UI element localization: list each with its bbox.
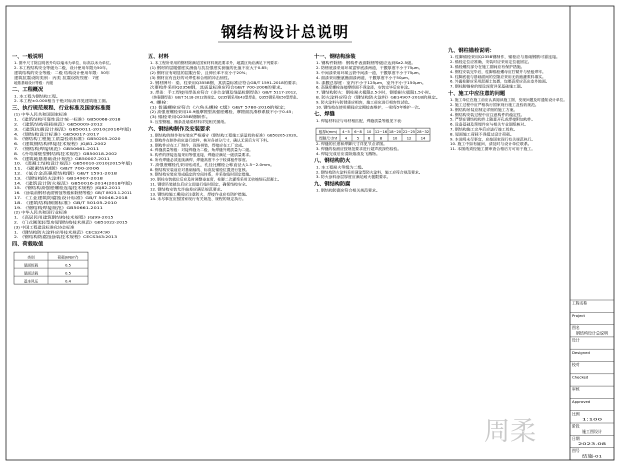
table-header-cell: 4~5 [342, 130, 350, 134]
body-text-line: 11. 本图纸须经施工图审查合格后方可用于施工。 [450, 147, 529, 152]
table-cell: 10 [392, 136, 398, 141]
body-text-line: 4. 焊缝质量等级：对接焊缝为二级，角焊缝外观质量为二级。 [150, 148, 249, 153]
table-cell: 6 [367, 136, 371, 141]
title-block-label: 审核 [572, 386, 580, 392]
body-text-line: (3) 锚栓采用Q235B钢制作。 [150, 115, 198, 120]
body-text-line: 2. 焊缝的长度和焊脚尺寸详见节点详图。 [316, 142, 382, 147]
table-header-cell: 类别 [27, 255, 35, 260]
title-block-label: 比例 [572, 411, 580, 417]
body-text-line: 1. 本工程耐火等级为二级。 [316, 165, 361, 170]
body-text-line: (2) 中华人民共和国行业标准 [14, 210, 60, 215]
title-block-label: Project [572, 312, 585, 318]
body-text-line: 19. 《钢结构焊接规范》GB50661-2011 [14, 205, 81, 210]
table-header-cell: 28~32 [416, 130, 430, 134]
body-text-line: 5. 构件的拼接连接采用等强连接，焊缝应满足一级质量要求。 [150, 153, 249, 158]
body-text-line: 8. 《冷弯薄壁型钢结构技术规范》GB50018-2002 [14, 151, 97, 156]
watermark-text: 周柔 [483, 417, 537, 447]
section-heading: 六、钢结构制作及安装要求 [148, 126, 211, 133]
body-text-line: 7. 钢结构施工完毕后应进行竣工验收。 [450, 127, 513, 132]
section-heading: 五、材料 [148, 54, 169, 60]
title-block-value: 钢结构设计总说明 [576, 330, 609, 336]
body-text-line: 12. 钢结构安装允许偏差应满足规范要求。 [150, 187, 218, 192]
title-block-label: 工程名称 [572, 300, 588, 306]
body-text-line: 9. 本说明未尽事宜，应按国家现行有关规范执行。 [450, 137, 531, 142]
table-cell: 屋面活载 [23, 271, 39, 276]
table-header-cell: 22~25 [402, 130, 416, 134]
title-block-value: 2023.08 [578, 441, 608, 447]
title-block-value: 1:100 [582, 416, 604, 422]
body-text-line: 13. 钢结构施工期间应注意防火，焊接作业应有防护措施。 [150, 192, 244, 197]
body-text-line: 1. 钢结构的制作和安装应严格遵守《钢结构工程施工质量验收标准》GB50205-2020。 [150, 133, 290, 138]
body-text-line: 4. 焊接完成后应清除熔渣及飞溅物。 [316, 151, 375, 156]
body-text-line: 6. 《建筑钢结构焊接技术规程》JGJ81-2002 [14, 142, 86, 147]
body-text-line: 1. 本工程为钢结构工程。 [14, 94, 55, 99]
body-text-line: 1. 施工单位在施工前应认真阅读施工图，发现问题及时通知设计单位。 [450, 98, 563, 103]
table-cell: 屋面恒载 [23, 263, 39, 268]
body-text-line: 2. 钢构件在制作前应进行放样，核对各部分尺寸，确认无误后方可下料。 [150, 138, 266, 143]
table-header-cell: 6~8 [354, 130, 362, 134]
table-header-cell: 18~20 [388, 130, 402, 134]
table-header-cell: 板厚t(mm) [318, 130, 338, 134]
body-text-line: 1. 柱脚锚栓采用Q235B钢制作，锚栓应与基础钢筋可靠连接。 [450, 55, 550, 60]
body-text-line: 14. 《建筑设计防火规范》GB50016-2014(2018年版) [14, 181, 104, 186]
body-text-line: 5. 严禁在钢结构构件上随意开孔或焊接附加构件。 [450, 117, 531, 122]
body-text-line: 9. 防火涂料与防锈漆应相容，施工前应进行相容性试验。 [316, 100, 407, 105]
body-text-line: 地基基础设计等级：丙级 [14, 80, 54, 85]
body-text-line: 18. 《建筑结构制图标准》GB/T 50105-2010 [14, 200, 89, 205]
body-text-line: 2. 《门式刚架轻型房屋钢结构技术规范》GB51022-2015 [14, 220, 107, 225]
body-text-line: 4. 面漆采用聚氨酯面漆两道，干膜厚度不小于50μm。 [316, 75, 403, 80]
title-block-label: 设计 [572, 337, 580, 343]
body-text-line: 4. 《钢结构设计标准》GB50017-2017 [14, 132, 79, 137]
section-heading: 九、钢结构防腐 [314, 181, 351, 188]
section-heading: 七、焊缝 [314, 111, 335, 118]
body-text-line: (2) 钢材应有明显的屈服台阶，且伸长率不应小于20%； [150, 71, 240, 75]
table-cell: 0.4 [65, 279, 71, 284]
table-cell: 8 [379, 136, 383, 141]
body-text-line: 4. 钢柱安装完毕后，柱脚锚栓螺母应拧紧并与垫板焊牢。 [450, 69, 541, 74]
section-heading: 十一、钢结构涂装 [314, 54, 356, 60]
sheet-title: 钢结构设计总说明 [220, 23, 350, 41]
body-text-line: 1. 图中尺寸除注明者外均以毫米为单位，标高以米为单位。 [14, 61, 109, 66]
body-text-line: 4. 螺栓： [150, 100, 166, 105]
body-text-line: (1) 中华人民共和国国家标准 [14, 112, 60, 117]
body-text-line: 15. 《钢结构高强度螺栓连接技术规程》JGJ82-2011 [14, 186, 99, 191]
body-text-line: 10. 钢柱安装就位后应及时调整垂直度，柱脚二次灌浆采用无收缩细石混凝土。 [150, 177, 276, 182]
title-block-label: 图名 [572, 325, 580, 331]
body-text-line: 11. 钢梁吊装就位后应立即进行临时固定，确保结构安全。 [150, 182, 244, 187]
body-text-line: 1. 钢构件除锈：钢构件表面除锈等级应达到Sa2.5级。 [316, 61, 403, 66]
body-text-line: 1. 钢结构防腐应符合相关规范要求。 [316, 188, 375, 193]
body-text-line: 2. 防锈底漆采用环氧富锌底漆两道，干膜厚度不小于75μm。 [316, 66, 414, 71]
body-text-line: 2. 《建筑结构荷载规范》GB50009-2012 [14, 122, 82, 127]
table-cell: 0.5 [65, 263, 71, 268]
body-text-line: 2. 锚栓定位应准确，安装时应采用定位板固定。 [450, 60, 527, 65]
body-text-line: 5. 压型钢板、檩条及墙梁材料详见相关图纸。 [150, 120, 223, 124]
title-block-label: 日期 [572, 435, 580, 441]
body-text-line: 4. 钢结构安装过程中应注意构件的稳定性。 [450, 112, 520, 117]
section-heading: 八、钢结构防火 [314, 158, 351, 165]
body-text-line: 3. 焊条：手工焊接用焊条应符合《非合金钢及细晶粒钢焊条》GB/T 5117-2012， [150, 90, 281, 95]
table-header-cell: 12~16 [374, 130, 388, 134]
body-text-line: 7. 高强度螺栓孔采用钻成孔，孔径比螺栓公称直径大1.5~2.0mm。 [150, 162, 259, 167]
title-block-label: 图号 [572, 448, 580, 454]
body-text-line: 6. 所有焊缝必须连续满焊，焊缝高度不小于较薄板件厚度。 [150, 158, 245, 162]
section-heading: 一、一般说明 [12, 54, 44, 60]
body-text-line: 6. 设备基础及预埋件应与相关专业图纸核对。 [450, 122, 523, 127]
body-text-line: 14. 未尽事宜应按国家现行有关规范、规程的规定执行。 [150, 197, 240, 202]
section-heading: 九、钢柱锚栓说明： [448, 48, 495, 54]
section-heading: 四、荷载取值 [12, 241, 44, 248]
body-text-line: (1) 普通螺栓应符合《六角头螺栓 C级》GB/T 5780-2016的规定； [150, 105, 258, 110]
title-block-label: 阶段 [572, 423, 580, 429]
table-cell: 14 [420, 136, 426, 141]
body-text-line: 5. 柱脚底板与基础面间的空隙应采用无收缩灌浆料填实。 [450, 74, 541, 79]
body-text-line: 建筑结构的安全等级：二级 结构设计使用年限：50年 [14, 71, 99, 75]
section-heading: 十、施工中应注意的问题 [448, 90, 506, 97]
body-text-line: 2. 钢材牌号：梁、柱采用Q355B钢，其质量标准应符合GB/T 1591-2018的要求； [150, 80, 283, 85]
body-text-line: (3) 钢材应有良好的可焊性和合格的冲击韧性。 [150, 75, 225, 80]
body-text-line: 6. 外露柱脚应采用混凝土包裹，包裹高度应高出室外地面。 [450, 79, 545, 84]
body-text-line: 1. 焊接材料应与母材相匹配，焊缝质量等级见下表： [316, 118, 400, 123]
body-text-line: 10. 《混凝土结构设计规范》GB50010-2010(2015年版) [14, 161, 107, 166]
table-header-cell: 10 [366, 130, 372, 134]
body-text-line: (2) 高强度螺栓采用10.9级摩擦型高强度螺栓，摩擦面抗滑移系数不小于0.45； [150, 110, 277, 115]
section-heading: 三、执行规范规程、行业标准及国家标准图 [12, 105, 111, 112]
body-text-line: 2. 本工程±0.000相当于绝对标高详见建筑施工图。 [14, 99, 97, 104]
section-heading: 二、工程概况 [12, 87, 44, 94]
body-text-line: 1. 本工程所采用的钢材除满足国家材料规范要求外，地震区尚应满足下列要求： [150, 61, 277, 66]
body-text-line: 1. 《建筑结构可靠性设计统一标准》GB50068-2018 [14, 117, 100, 122]
body-text-line: 9. 钢结构安装应形成稳定的空间体系，并采取临时固定措施。 [150, 172, 249, 177]
table-cell: 0.5 [65, 271, 71, 276]
body-text-line: 12. 《低合金高强度结构钢》GB/T 1591-2018 [14, 171, 90, 176]
body-text-line: 3. 《建筑抗震设计规范》GB50011-2010(2016年版) [14, 127, 101, 132]
body-text-line: 5. 《钢结构工程施工质量验收标准》GB50205-2020 [14, 137, 100, 142]
title-block-value: 结施-01 [582, 453, 603, 459]
table-cell: 焊脚尺寸hf [319, 136, 337, 141]
body-text-line: (1) 钢材的屈服强度实测值与抗拉强度实测值的比值不应大于0.85； [150, 66, 258, 71]
body-text-line: 7. 钢结构防火：钢柱耐火极限2.5小时，钢梁耐火极限1.5小时。 [316, 90, 419, 95]
body-text-line: 2. 《钢结构防腐蚀涂装技术规程》CECS343:2013 [14, 235, 96, 240]
body-text-line: 7. 钢柱脚锚栓的埋设深度详见基础施工图。 [450, 84, 520, 89]
body-text-line: (3) 中国工程建设标准化协会标准 [14, 225, 67, 230]
table-cell: 5 [356, 136, 360, 141]
title-block-label: Approved [572, 399, 591, 404]
body-text-line: 8. 钢结构安装前应对基础轴线、标高及锚栓位置进行复核。 [150, 167, 245, 172]
body-text-line: 3. 防火涂料涂层厚度应满足耐火极限要求。 [316, 175, 386, 180]
body-text-line: 2. 钢结构防火涂料采用薄涂型防火涂料，施工应符合规范要求。 [316, 170, 418, 175]
body-text-line: 6. 高强度螺栓连接摩擦面不得涂漆，安装完毕后应补涂。 [316, 85, 407, 90]
body-text-line: 10. 钢结构在使用期间应定期检查维护，一般每5年维护一次。 [316, 105, 415, 110]
body-text-line: 1. 《钢结构防火涂料应用技术规范》CECS24:90 [14, 230, 93, 235]
table-cell: 12 [406, 136, 412, 141]
body-text-line: 8. 屋面施工荷载不得超过设计荷载。 [450, 132, 509, 137]
table-cell: 基本风压 [23, 279, 39, 284]
body-text-line: 8. 防火涂料应符合《钢结构防火涂料》GB14907-2018的规定。 [316, 95, 420, 100]
table-header-cell: 荷载(kN/m²) [57, 255, 79, 260]
body-text-line: 3. 焊缝的检测应按规范要求进行超声波探伤检验。 [316, 147, 397, 151]
title-block-label: 校对 [572, 362, 580, 368]
body-text-line: 《热强钢焊条》GB/T 5118-2012的规定。Q235钢采用E43型焊条，Q355钢采用E50型焊条。 [150, 95, 303, 100]
body-text-line: 7. 《钢结构焊接规范》GB50661-2011 [14, 147, 79, 151]
body-text-line: 9. 《建筑地基基础设计规范》GB50007-2011 [14, 156, 89, 161]
table-cell: 4 [344, 136, 348, 141]
body-text-line: 1. 《高层民用建筑钢结构技术规程》JGJ99-2015 [14, 215, 93, 220]
body-text-line: 2. 本工程结构安全等级为二级，设计使用年限为50年。 [14, 66, 103, 71]
body-text-line: 3. 钢构件应在工厂制作，现场拼装，焊接应在工厂完成。 [150, 143, 241, 148]
body-text-line: 10. 施工中如有疑问，请及时与设计单位联系。 [450, 142, 526, 147]
title-block-value: 施工图设计 [582, 428, 603, 434]
body-text-line: 13. 《钢结构防火涂料》GB14907-2018 [14, 176, 81, 181]
body-text-line: 建筑抗震设防类别：丙类 抗震设防烈度：7度 [14, 75, 86, 80]
body-text-line: 3. 中间漆采用环氧云铁中间漆一道，干膜厚度不小于75μm。 [316, 71, 414, 75]
body-text-line: 次要构件采用Q235B钢，其质量标准应符合GB/T 700-2006的要求。 [150, 85, 262, 90]
body-text-line: 11. 《碳素结构钢》GB/T 700-2006 [14, 166, 74, 171]
body-text-line: 17. 《工业建筑防腐蚀设计标准》GB/T 50046-2018 [14, 196, 100, 200]
body-text-line: 3. 钢结构吊装应制定详细的施工方案。 [450, 107, 513, 112]
title-block-label: Designed [572, 349, 590, 355]
body-text-line: 5. 漆膜总厚度：室内不小于125μm，室外不小于150μm。 [316, 80, 411, 85]
title-block-label: Checked [572, 374, 589, 380]
body-text-line: 3. 锚栓螺纹部分在施工期间应有保护措施。 [450, 65, 520, 69]
body-text-line: 16. 《涂装前钢材表面锈蚀等级和除锈等级》GB/T 8923.1-2011 [14, 191, 119, 196]
body-text-line: 2. 施工过程中应严格执行国家现行施工及验收规范。 [450, 103, 534, 107]
